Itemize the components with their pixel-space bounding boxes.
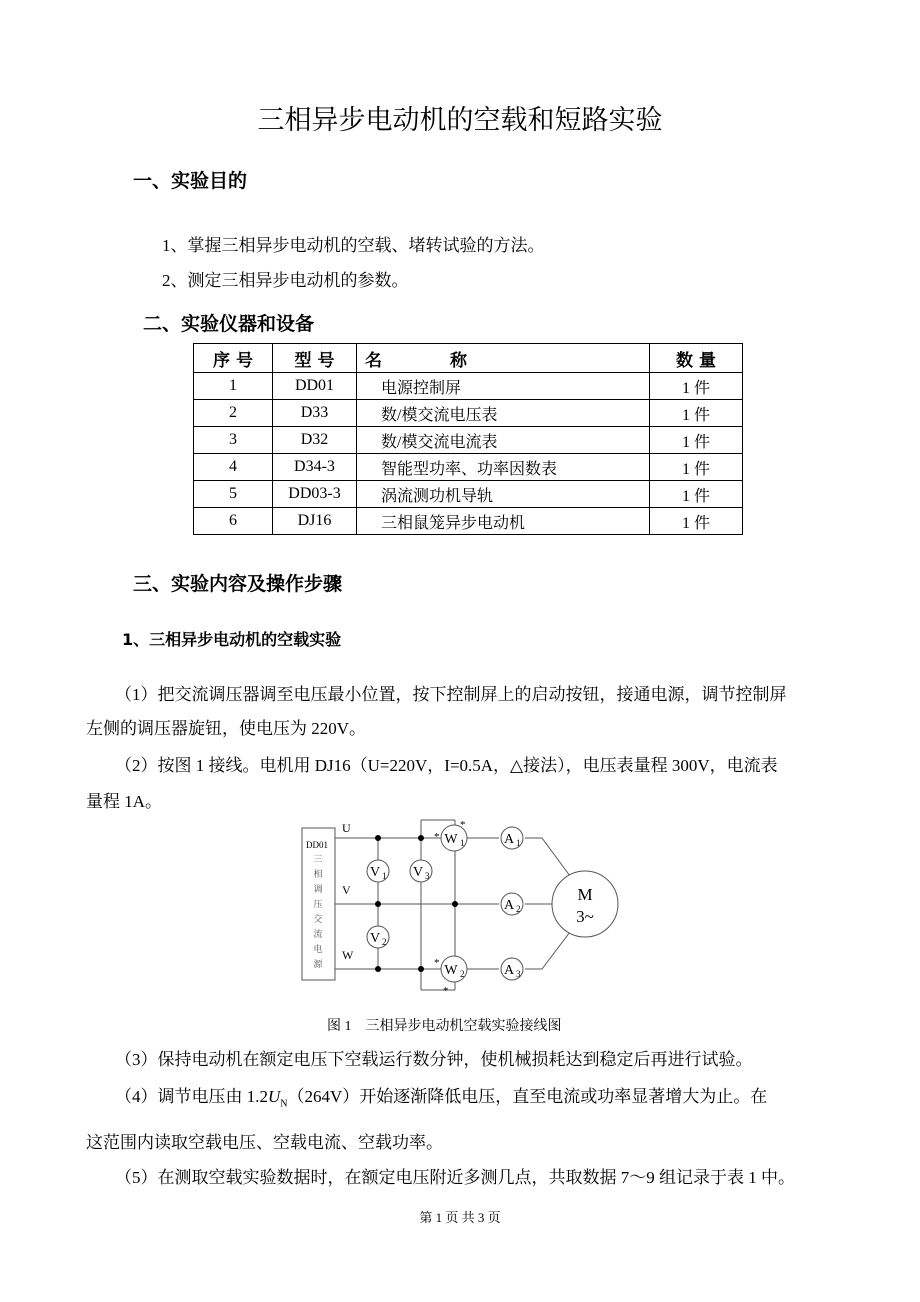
source-description: 三相调压交流电源 [313,854,323,969]
polarity-mark: * [460,819,466,831]
section-heading-equipment: 二、实验仪器和设备 [143,313,315,335]
table-cell: 三相鼠笼异步电动机 [357,508,650,535]
meter-w2-subscript: 2 [460,969,465,979]
subsection-heading: 1、三相异步电动机的空载实验 [122,630,342,649]
paragraph: （1）把交流调压器调至电压最小位置，按下控制屏上的启动按钮，接通电源，调节控制屏 [115,685,787,704]
meter-a3-subscript: 3 [516,969,521,979]
table-cell: 涡流测功机导轨 [357,481,650,508]
table-cell: D32 [273,427,357,454]
meter-a3-label: A [503,963,515,978]
table-cell: DD01 [273,373,357,400]
table-cell: 1 件 [650,454,743,481]
meter-a1-label: A [503,832,515,847]
purpose-item: 2、测定三相异步电动机的参数。 [162,271,409,290]
table-cell: 5 [194,481,273,508]
paragraph: 这范围内读取空载电压、空载电流、空载功率。 [86,1133,443,1152]
polarity-mark: * [434,831,440,843]
meter-v3-subscript: 3 [425,871,430,881]
meter-a1-subscript: 1 [516,838,521,848]
line-label-u: U [342,821,351,835]
table-cell: D33 [273,400,357,427]
meter-v1-subscript: 1 [382,871,387,881]
motor-label: M [577,885,593,904]
col-header: 序 号 [194,344,273,373]
col-header: 型 号 [273,344,357,373]
meter-w2-label: W [444,963,458,978]
table-cell: 3 [194,427,273,454]
figure-caption: 图 1 三相异步电动机空载实验接线图 [327,1019,562,1034]
meter-w1-label: W [444,832,458,847]
meter-v1-label: V [369,865,381,880]
polarity-mark: * [443,985,449,997]
table-cell: 数/模交流电压表 [357,400,650,427]
table-cell: 4 [194,454,273,481]
line-label-w: W [342,948,354,962]
table-cell: 1 件 [650,508,743,535]
table-cell: DJ16 [273,508,357,535]
col-header: 数 量 [650,344,743,373]
meter-v3-label: V [412,865,424,880]
text: （264V）开始逐渐降低电压，直至电流或功率显著增大为止。在 [287,1087,768,1106]
page-title: 三相异步电动机的空载和短路实验 [257,105,663,136]
col-header: 名 称 [357,344,650,373]
table-cell: 数/模交流电流表 [357,427,650,454]
table-cell: 1 件 [650,481,743,508]
paragraph: （3）保持电动机在额定电压下空载运行数分钟，使机械损耗达到稳定后再进行试验。 [115,1050,753,1069]
paragraph: （5）在测取空载实验数据时，在额定电压附近多测几点，共取数据 7～9 组记录于表 1 中。 [115,1168,795,1187]
table-cell: 1 [194,373,273,400]
paragraph [115,1082,767,1109]
table-cell: 智能型功率、功率因数表 [357,454,650,481]
text: （4）调节电压由 1.2 [115,1087,268,1106]
polarity-mark: * [434,957,440,969]
subscript-n: N [280,1098,288,1110]
table-cell: DD03-3 [273,481,357,508]
meter-v2-label: V [369,931,381,946]
symbol-u: U [268,1087,281,1106]
section-heading-procedure: 三、实验内容及操作步骤 [133,573,343,595]
table-cell: 6 [194,508,273,535]
paragraph: 左侧的调压器旋钮，使电压为 220V。 [86,719,367,738]
paragraph: （2）按图 1 接线。电机用 DJ16（U=220V，I=0.5A，△接法），电压表量程 300V，电流表 [115,756,778,775]
table-cell: 1 件 [650,427,743,454]
table-cell: 2 [194,400,273,427]
page-footer: 第 1 页 共 3 页 [419,1210,501,1225]
table-cell: 1 件 [650,373,743,400]
line-label-v: V [342,883,351,897]
table-cell: 1 件 [650,400,743,427]
meter-w1-subscript: 1 [460,838,465,848]
source-label: DD01 [306,840,328,850]
motor-symbol [552,871,618,937]
paragraph: 量程 1A。 [86,792,163,811]
motor-phase-label: 3~ [576,907,594,926]
table-cell: 电源控制屏 [357,373,650,400]
meter-a2-label: A [503,898,515,913]
table-cell: D34-3 [273,454,357,481]
meter-v2-subscript: 2 [382,937,387,947]
meter-a2-subscript: 2 [516,904,521,914]
section-heading-purpose: 一、实验目的 [133,170,248,192]
purpose-item: 1、掌握三相异步电动机的空载、堵转试验的方法。 [162,236,545,255]
